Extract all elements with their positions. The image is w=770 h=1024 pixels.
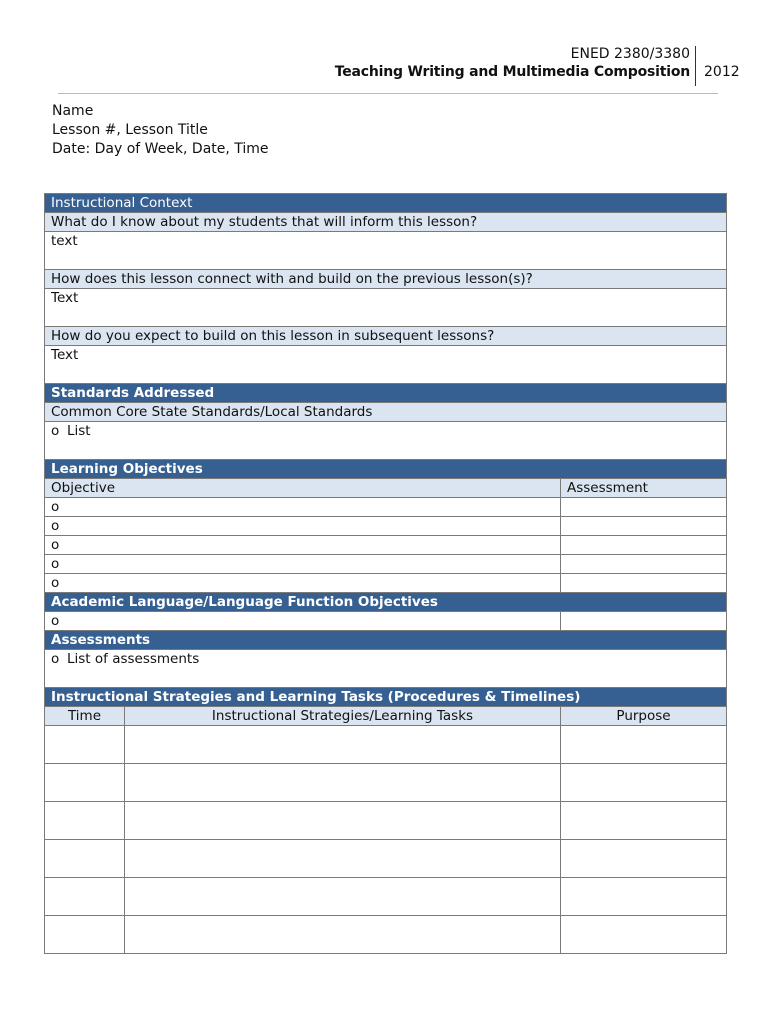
time-cell[interactable] [45,726,125,764]
column-header-objective: Objective [45,479,561,498]
section-heading-learning-objectives: Learning Objectives [45,460,727,479]
assessment-cell[interactable] [561,555,727,574]
tasks-cell[interactable] [125,726,561,764]
section-heading-instructional-context: Instructional Context [45,194,727,213]
section-heading-academic-language: Academic Language/Language Function Objectives [45,593,727,612]
purpose-cell[interactable] [561,726,727,764]
time-cell[interactable] [45,764,125,802]
academic-language-assessment-cell[interactable] [561,612,727,631]
course-year: 2012 [704,64,740,80]
purpose-cell[interactable] [561,916,727,954]
section-heading-instructional-strategies: Instructional Strategies and Learning Tasks (Procedures & Timelines) [45,688,727,707]
course-title: Teaching Writing and Multimedia Composition [334,64,690,80]
purpose-cell[interactable] [561,878,727,916]
time-cell[interactable] [45,916,125,954]
lesson-title-field[interactable]: Lesson #, Lesson Title [52,122,208,138]
assessment-cell[interactable] [561,498,727,517]
lesson-plan-table [44,193,727,954]
header-rule [58,93,718,94]
time-cell[interactable] [45,840,125,878]
objective-cell[interactable]: o [45,555,561,574]
purpose-cell[interactable] [561,764,727,802]
date-field[interactable]: Date: Day of Week, Date, Time [52,141,269,157]
header-divider [695,46,696,86]
purpose-cell[interactable] [561,802,727,840]
objective-cell[interactable]: o [45,536,561,555]
tasks-cell[interactable] [125,802,561,840]
question-students: What do I know about my students that will inform this lesson? [45,213,727,232]
column-header-purpose: Purpose [561,707,727,726]
column-header-assessment: Assessment [561,479,727,498]
column-header-time: Time [45,707,125,726]
lesson-meta [52,102,269,159]
standards-list-item: List [67,423,91,439]
answer-previous-lessons[interactable]: Text [45,289,727,327]
section-heading-standards: Standards Addressed [45,384,727,403]
bullet-marker: o [51,423,60,439]
tasks-cell[interactable] [125,840,561,878]
tasks-cell[interactable] [125,764,561,802]
question-previous-lessons: How does this lesson connect with and build on the previous lesson(s)? [45,270,727,289]
assessment-cell[interactable] [561,517,727,536]
section-heading-assessments: Assessments [45,631,727,650]
course-code: ENED 2380/3380 [570,46,690,62]
objective-cell[interactable]: o [45,574,561,593]
assessments-list-cell[interactable] [45,650,727,688]
answer-subsequent-lessons[interactable]: Text [45,346,727,384]
time-cell[interactable] [45,802,125,840]
tasks-cell[interactable] [125,916,561,954]
objective-cell[interactable]: o [45,498,561,517]
purpose-cell[interactable] [561,840,727,878]
assessments-list-item: List of assessments [67,651,200,667]
name-field[interactable]: Name [52,103,94,119]
column-header-tasks: Instructional Strategies/Learning Tasks [125,707,561,726]
question-subsequent-lessons: How do you expect to build on this lesson in subsequent lessons? [45,327,727,346]
objective-cell[interactable]: o [45,517,561,536]
standards-list-cell[interactable] [45,422,727,460]
bullet-marker: o [51,651,60,667]
assessment-cell[interactable] [561,536,727,555]
academic-language-cell[interactable]: o [45,612,561,631]
answer-students[interactable]: text [45,232,727,270]
assessment-cell[interactable] [561,574,727,593]
time-cell[interactable] [45,878,125,916]
standards-subheading: Common Core State Standards/Local Standards [45,403,727,422]
tasks-cell[interactable] [125,878,561,916]
